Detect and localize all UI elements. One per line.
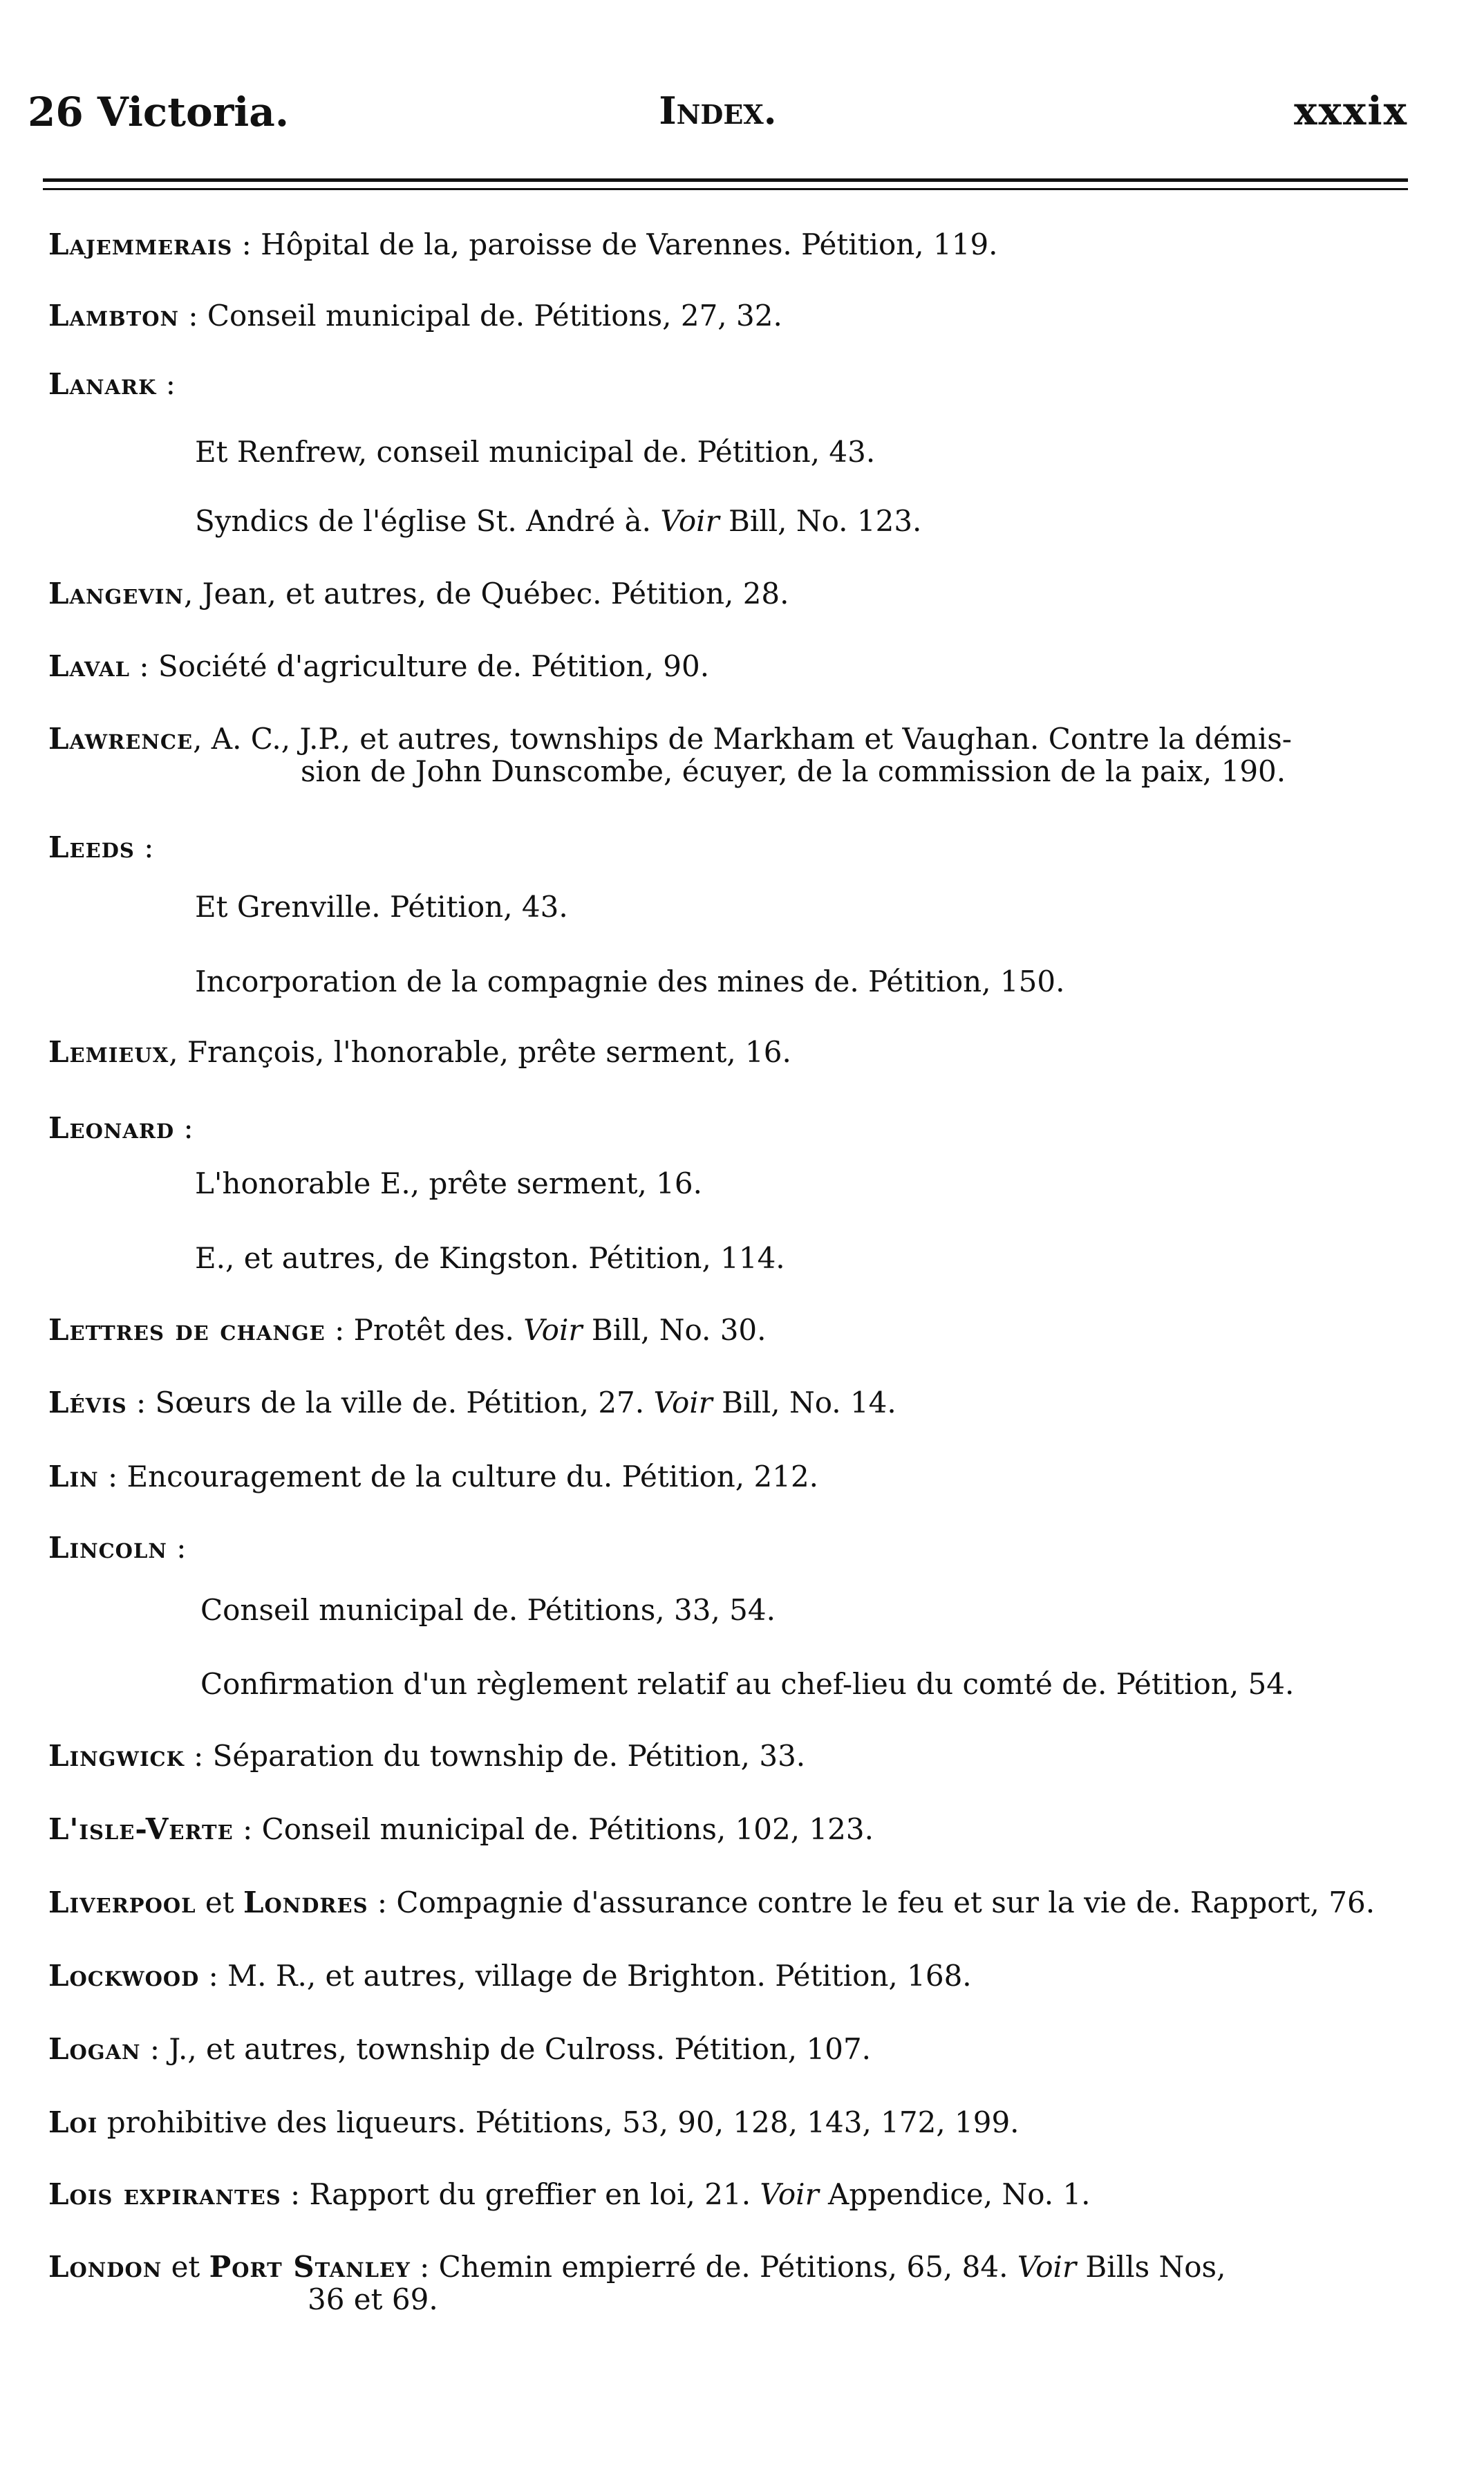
index-subentry bbox=[200, 1668, 1436, 1700]
entry-text: et bbox=[162, 2250, 209, 2284]
voir-reference: Voir bbox=[660, 504, 720, 538]
voir-reference: Voir bbox=[523, 1313, 583, 1347]
entry-text: : Rapport du greffier en loi, 21. bbox=[281, 2177, 760, 2211]
index-entry bbox=[48, 228, 1436, 261]
entry-headword: Lanark bbox=[48, 367, 157, 401]
entry-text-second: : Chemin empierré de. Pétitions, 65, 84. bbox=[410, 2250, 1017, 2284]
entry-text: : bbox=[156, 367, 176, 401]
index-subentry bbox=[195, 436, 1436, 468]
entry-headword: Liverpool bbox=[48, 1886, 196, 1919]
entry-headword: Lettres de change bbox=[48, 1313, 326, 1347]
entry-text: : M. R., et autres, village de Brighton. Pétition, 168. bbox=[199, 1959, 972, 1993]
entry-text: : bbox=[167, 1531, 187, 1565]
page-header bbox=[28, 89, 1408, 151]
index-entry bbox=[48, 650, 1436, 682]
index-entry bbox=[48, 368, 1436, 400]
entry-continuation: 36 et 69. bbox=[308, 2282, 438, 2316]
entry-text: : Société d'agriculture de. Pétition, 90. bbox=[130, 649, 710, 683]
entry-text: : Conseil municipal de. Pétitions, 102, 123. bbox=[233, 1812, 874, 1846]
index-entry bbox=[48, 1532, 1436, 1564]
entry-headword: London bbox=[48, 2250, 162, 2284]
index-entry bbox=[48, 831, 1436, 864]
index-entry bbox=[48, 1460, 1436, 1493]
index-entry bbox=[48, 299, 1436, 332]
entry-headword: L'isle-Verte bbox=[48, 1812, 234, 1846]
entry-text-after: Bill, No. 30. bbox=[582, 1313, 767, 1347]
entry-continuation: sion de John Dunscombe, écuyer, de la commission de la paix, 190. bbox=[301, 754, 1286, 788]
entry-headword: Lin bbox=[48, 1460, 99, 1493]
entry-text: : Encouragement de la culture du. Pétition, 212. bbox=[98, 1460, 819, 1493]
entry-headword-second: Port Stanley bbox=[209, 2250, 411, 2284]
entry-headword: Lawrence bbox=[48, 722, 194, 756]
index-entry bbox=[48, 723, 1436, 788]
voir-reference: Voir bbox=[760, 2177, 819, 2211]
entry-headword: Lincoln bbox=[48, 1531, 167, 1565]
entry-text: prohibitive des liqueurs. Pétitions, 53, 90, 128, 143, 172, 199. bbox=[97, 2105, 1020, 2139]
header-volume: 26 Victoria. bbox=[28, 89, 290, 136]
header-page-number: xxxix bbox=[1294, 89, 1408, 134]
index-entry bbox=[48, 2178, 1436, 2210]
index-entry bbox=[48, 577, 1436, 610]
entry-headword: Lajemmerais bbox=[48, 227, 233, 261]
entry-text: Et Renfrew, conseil municipal de. Pétition, 43. bbox=[195, 435, 876, 469]
index-entry bbox=[48, 2033, 1436, 2065]
index-entry bbox=[48, 1314, 1436, 1346]
entry-text: , François, l'honorable, prête serment, 16. bbox=[169, 1035, 791, 1069]
entry-text: , Jean, et autres, de Québec. Pétition, 28. bbox=[183, 577, 789, 611]
header-title: Index. bbox=[659, 89, 777, 133]
entry-text: E., et autres, de Kingston. Pétition, 114. bbox=[195, 1241, 785, 1275]
entry-headword: Leonard bbox=[48, 1111, 175, 1145]
voir-reference: Voir bbox=[1017, 2250, 1077, 2284]
index-subentry bbox=[195, 1242, 1436, 1274]
index-entry bbox=[48, 1740, 1436, 1772]
index-subentry bbox=[195, 1167, 1436, 1200]
entry-text: : J., et autres, township de Culross. Pétition, 107. bbox=[140, 2032, 872, 2066]
entry-text: et bbox=[196, 1886, 243, 1919]
header-rule-thick bbox=[43, 178, 1408, 182]
index-subentry bbox=[195, 891, 1436, 923]
entry-headword: Lambton bbox=[48, 299, 179, 333]
entry-text: : Séparation du township de. Pétition, 33. bbox=[184, 1739, 806, 1773]
entry-text-second: : Compagnie d'assurance contre le feu et sur la vie de. Rapport, 76. bbox=[368, 1886, 1375, 1919]
entry-text: Confirmation d'un règlement relatif au chef-lieu du comté de. Pétition, 54. bbox=[200, 1667, 1295, 1701]
index-entry bbox=[48, 1813, 1436, 1845]
entry-headword: Laval bbox=[48, 649, 131, 683]
entry-text-after: Appendice, No. 1. bbox=[818, 2177, 1091, 2211]
index-entry bbox=[48, 1886, 1436, 1919]
entry-text: , A. C., J.P., et autres, townships de Markham et Vaughan. Contre la démis- bbox=[193, 722, 1292, 756]
index-entry bbox=[48, 1386, 1436, 1419]
entry-headword: Lingwick bbox=[48, 1739, 185, 1773]
index-subentry bbox=[195, 505, 1436, 537]
index-entry bbox=[48, 2106, 1436, 2139]
entry-headword: Lockwood bbox=[48, 1959, 200, 1993]
index-subentry bbox=[195, 965, 1436, 998]
entry-headword-second: Londres bbox=[243, 1886, 368, 1919]
entry-headword: Lois expirantes bbox=[48, 2177, 281, 2211]
entry-headword: Langevin bbox=[48, 577, 184, 611]
entry-headword: Loi bbox=[48, 2105, 98, 2139]
entry-text-after: Bill, No. 123. bbox=[719, 504, 922, 538]
entry-text: : Hôpital de la, paroisse de Varennes. Pétition, 119. bbox=[232, 227, 998, 261]
index-entry bbox=[48, 1036, 1436, 1068]
entry-text: : bbox=[134, 830, 154, 864]
index-entry bbox=[48, 1959, 1436, 1992]
voir-reference: Voir bbox=[653, 1386, 713, 1419]
entry-text: Incorporation de la compagnie des mines de. Pétition, 150. bbox=[195, 965, 1065, 998]
index-subentry bbox=[200, 1594, 1436, 1626]
entry-text: : Conseil municipal de. Pétitions, 27, 32. bbox=[179, 299, 782, 333]
entry-headword: Leeds bbox=[48, 830, 135, 864]
index-entry bbox=[48, 2251, 1436, 2316]
entry-text: : Protêt des. bbox=[325, 1313, 524, 1347]
entry-text: L'honorable E., prête serment, 16. bbox=[195, 1166, 702, 1200]
entry-text: : bbox=[174, 1111, 194, 1145]
entry-headword: Lévis bbox=[48, 1386, 127, 1419]
entry-headword: Lemieux bbox=[48, 1035, 169, 1069]
entry-headword: Logan bbox=[48, 2032, 141, 2066]
entry-text: : Sœurs de la ville de. Pétition, 27. bbox=[126, 1386, 654, 1419]
index-entry bbox=[48, 1112, 1436, 1144]
entry-text-after: Bill, No. 14. bbox=[712, 1386, 896, 1419]
entry-text-after: Bills Nos, bbox=[1076, 2250, 1226, 2284]
entry-text: Et Grenville. Pétition, 43. bbox=[195, 890, 568, 924]
entry-text: Conseil municipal de. Pétitions, 33, 54. bbox=[200, 1593, 776, 1627]
entry-text: Syndics de l'église St. André à. bbox=[195, 504, 661, 538]
header-rule-thin bbox=[43, 188, 1408, 190]
